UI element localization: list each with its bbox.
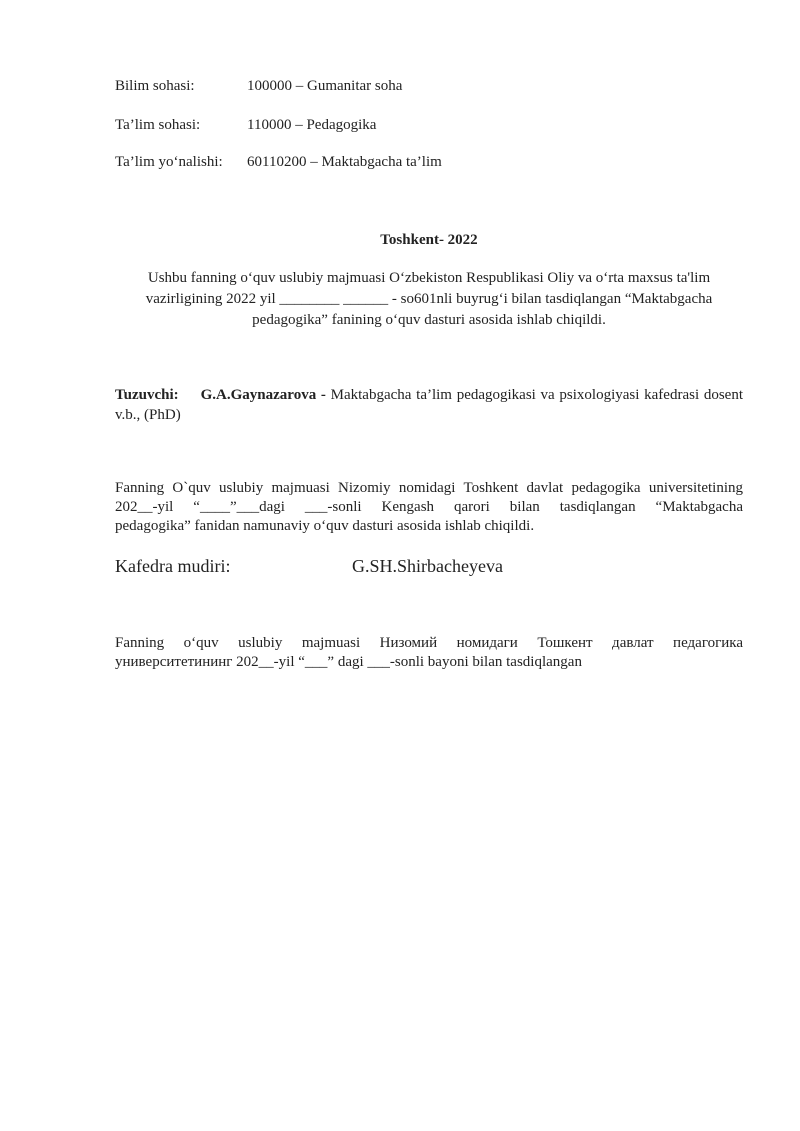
compiler-description: Maktabgacha ta’lim pedagogikasi va psixologiyasi kafedrasi dosent v.b., (PhD) [115, 387, 743, 423]
compiler-label: Tuzuvchi: [115, 387, 179, 403]
city-year-heading: Toshkent- 2022 [380, 232, 478, 248]
education-area-value: 110000 – Pedagogika [247, 117, 377, 133]
council-line: 202__-yil “____”___dagi ___-sonli Kengash qarori bilan tasdiqlangan “Maktabgacha [115, 499, 743, 515]
council-line: pedagogika” fanidan namunaviy oʻquv dasturi asosida ishlab chiqildi. [115, 518, 535, 534]
approval-line: pedagogika” fanining oʻquv dasturi asosida ishlab chiqildi. [252, 312, 606, 328]
knowledge-area-value: 100000 – Gumanitar soha [247, 78, 403, 94]
direction-value: 60110200 – Maktabgacha ta’lim [247, 154, 442, 170]
knowledge-area-label: Bilim sohasi: [115, 78, 195, 94]
department-head-label: Kafedra mudiri: [115, 556, 231, 576]
protocol-paragraph [115, 634, 743, 672]
education-area-label: Ta’lim sohasi: [115, 117, 201, 133]
approval-line: Ushbu fanning oʻquv uslubiy majmuasi Oʻzbekiston Respublikasi Oliy va oʻrta maxsus ta'lim [147, 270, 711, 286]
department-head-name: G.SH.Shirbacheyeva [352, 556, 503, 576]
approval-paragraph [115, 268, 743, 331]
council-paragraph [115, 479, 743, 536]
protocol-line: Fanning oʻquv uslubiy majmuasi Низомий номидаги Тошкент давлат педагогика [115, 635, 743, 651]
compiler-paragraph [115, 385, 743, 425]
direction-label: Ta’lim yoʻnalishi: [115, 154, 223, 170]
approval-line: vazirligining 2022 yil ________ ______ - so601nli buyrugʻi bilan tasdiqlangan “Maktabgacha [145, 291, 713, 307]
protocol-line: университетининг 202__-yil “___” dagi ___-sonli bayoni bilan tasdiqlangan [115, 654, 582, 670]
council-line: Fanning O`quv uslubiy majmuasi Nizomiy nomidagi Toshkent davlat pedagogika universitetining [115, 480, 743, 496]
compiler-name: G.A.Gaynazarova - [200, 387, 326, 403]
